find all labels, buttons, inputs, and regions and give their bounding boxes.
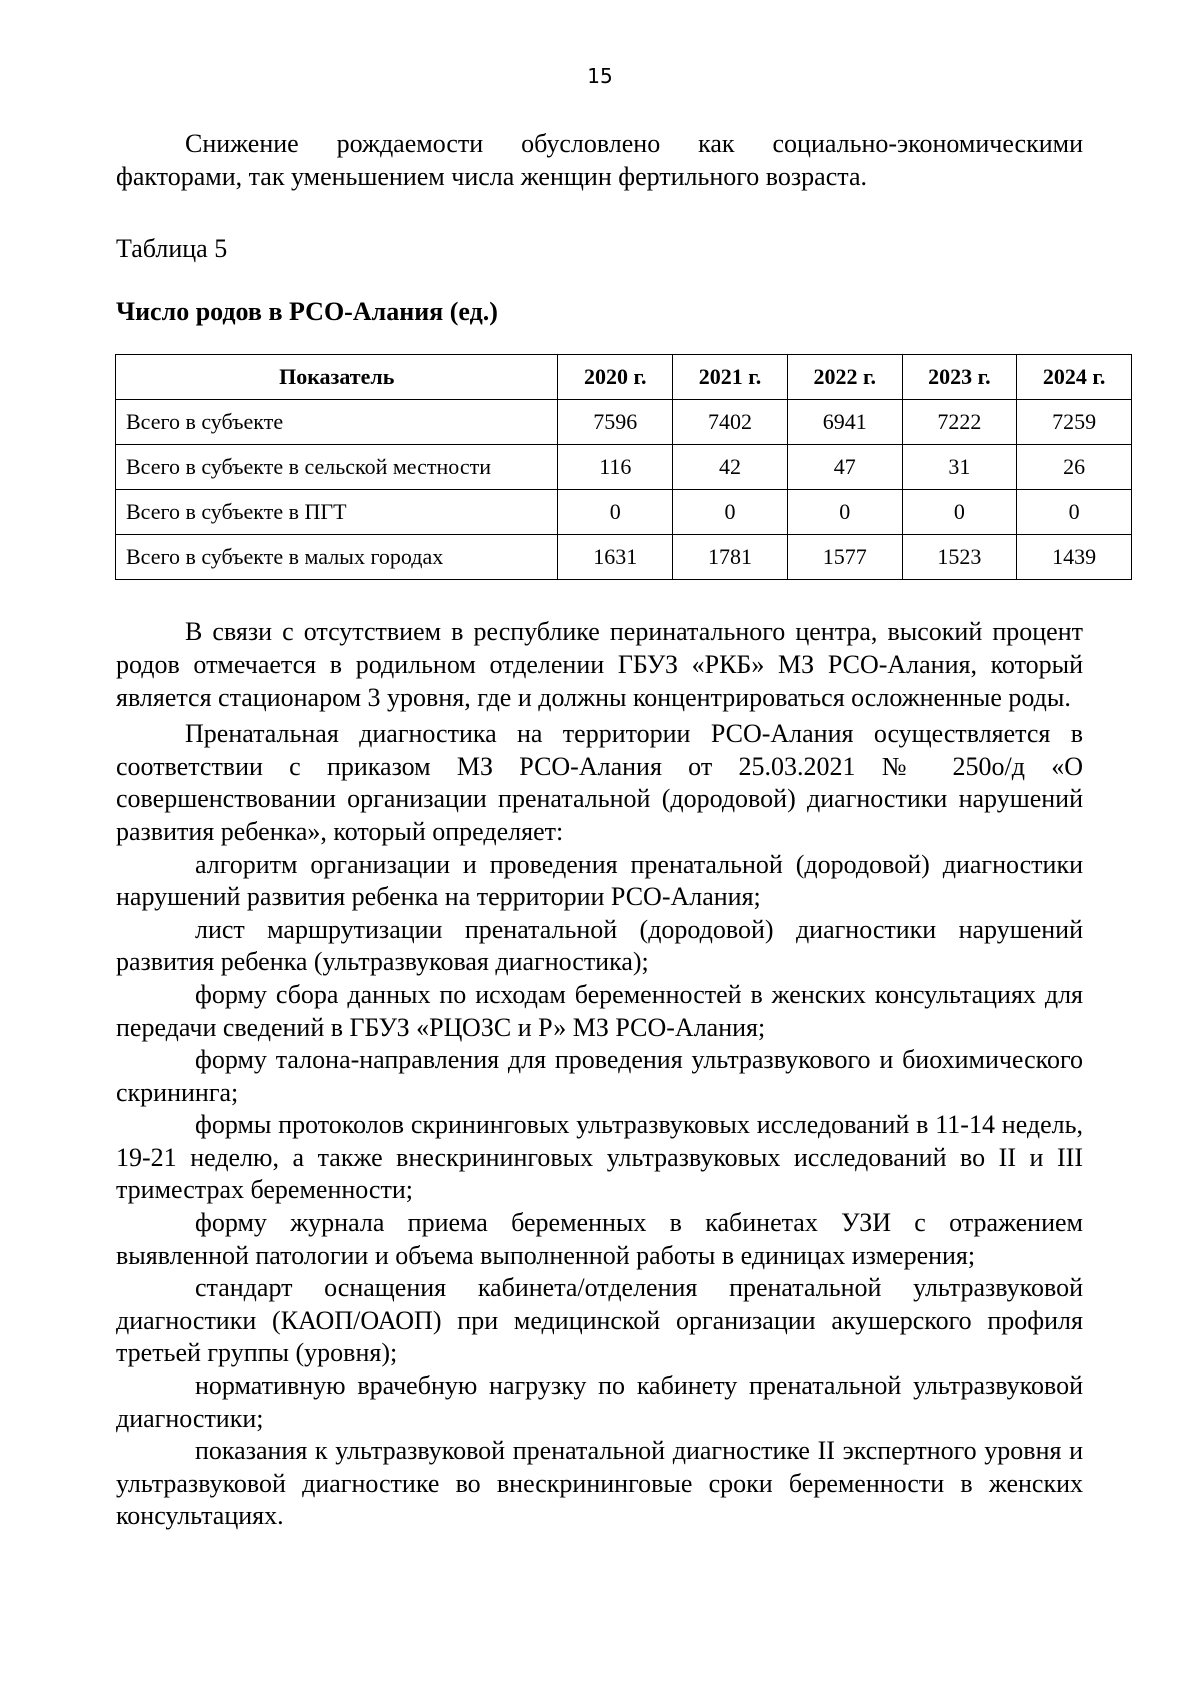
header-year: 2021 г. — [673, 355, 788, 400]
row-label: Всего в субъекте в ПГТ — [116, 490, 558, 535]
list-item: форму талона-направления для проведения ультразвукового и биохимического скрининга; — [116, 1045, 1083, 1107]
table-caption: Таблица 5 — [116, 234, 228, 264]
cell-value: 0 — [902, 490, 1017, 535]
cell-value: 0 — [1017, 490, 1132, 535]
row-label: Всего в субъекте в малых городах — [116, 535, 558, 580]
table-row — [116, 535, 1132, 580]
list-item: лист маршрутизации пренатальной (дородовой) диагностики нарушений развития ребенка (ультразвуковая диагностика); — [116, 914, 1083, 977]
list-item: стандарт оснащения кабинета/отделения пренатальной ультразвуковой диагностики (КАОП/ОАОП) при медицинской организации акушерского профиля третьей группы (уровня); — [116, 1273, 1083, 1368]
list-item: формы протоколов скрининговых ультразвуковых исследований в 11-14 недель, 19-21 неделю, а также внескрининговых ультразвуковых исследований во II и III триместрах беременности; — [116, 1110, 1083, 1205]
cell-value: 7222 — [902, 400, 1017, 445]
cell-value: 1631 — [558, 535, 673, 580]
cell-value: 1523 — [902, 535, 1017, 580]
header-year: 2020 г. — [558, 355, 673, 400]
table-row — [116, 445, 1132, 490]
header-year: 2022 г. — [787, 355, 902, 400]
table-row — [116, 490, 1132, 535]
cell-value: 7259 — [1017, 400, 1132, 445]
header-indicator: Показатель — [116, 355, 558, 400]
perinatal-paragraph: В связи с отсутствием в республике перинатального центра, высокий процент родов отмечается в родильном отделении ГБУЗ «РКБ» МЗ РСО-Алания, который является стационаром 3 уровня, где и должны концентрироваться осложненные роды. — [116, 617, 1083, 712]
prenatal-paragraph: Пренатальная диагностика на территории РСО-Алания осуществляется в соответствии с приказом МЗ РСО-Алания от 25.03.2021 № 250о/д «О совершенствовании организации пренатальной (дородовой) диагностики нарушений развития ребенка», который определяет: — [116, 719, 1083, 846]
list-item: алгоритм организации и проведения пренатальной (дородовой) диагностики нарушений развития ребенка на территории РСО-Алания; — [116, 849, 1083, 912]
cell-value: 42 — [673, 445, 788, 490]
row-label: Всего в субъекте в сельской местности — [116, 445, 558, 490]
table-title: Число родов в РСО-Алания (ед.) — [116, 296, 498, 326]
table-header-row — [116, 355, 1132, 400]
cell-value: 6941 — [787, 400, 902, 445]
list-item: нормативную врачебную нагрузку по кабинету пренатальной ультразвуковой диагностики; — [116, 1371, 1083, 1433]
header-year: 2023 г. — [902, 355, 1017, 400]
table-row — [116, 400, 1132, 445]
cell-value: 31 — [902, 445, 1017, 490]
list-item: форму сбора данных по исходам беременностей в женских консультациях для передачи сведений в ГБУЗ «РЦОЗС и Р» МЗ РСО-Алания; — [116, 979, 1083, 1042]
header-year: 2024 г. — [1017, 355, 1132, 400]
cell-value: 47 — [787, 445, 902, 490]
list-item: показания к ультразвуковой пренатальной диагностике II экспертного уровня и ультразвуковой диагностике во внескрининговые сроки беременности в женских консультациях. — [116, 1436, 1083, 1531]
cell-value: 7402 — [673, 400, 788, 445]
cell-value: 0 — [673, 490, 788, 535]
cell-value: 1781 — [673, 535, 788, 580]
births-table — [115, 354, 1132, 580]
cell-value: 26 — [1017, 445, 1132, 490]
cell-value: 0 — [787, 490, 902, 535]
list-item: форму журнала приема беременных в кабинетах УЗИ с отражением выявленной патологии и объема выполненной работы в единицах измерения; — [116, 1208, 1083, 1270]
row-label: Всего в субъекте — [116, 400, 558, 445]
cell-value: 116 — [558, 445, 673, 490]
document-body — [116, 128, 1106, 1533]
cell-value: 7596 — [558, 400, 673, 445]
cell-value: 0 — [558, 490, 673, 535]
intro-paragraph: Снижение рождаемости обусловлено как социально-экономическими факторами, так уменьшением числа женщин фертильного возраста. — [116, 129, 1083, 191]
cell-value: 1577 — [787, 535, 902, 580]
page-number: 15 — [587, 64, 613, 88]
cell-value: 1439 — [1017, 535, 1132, 580]
